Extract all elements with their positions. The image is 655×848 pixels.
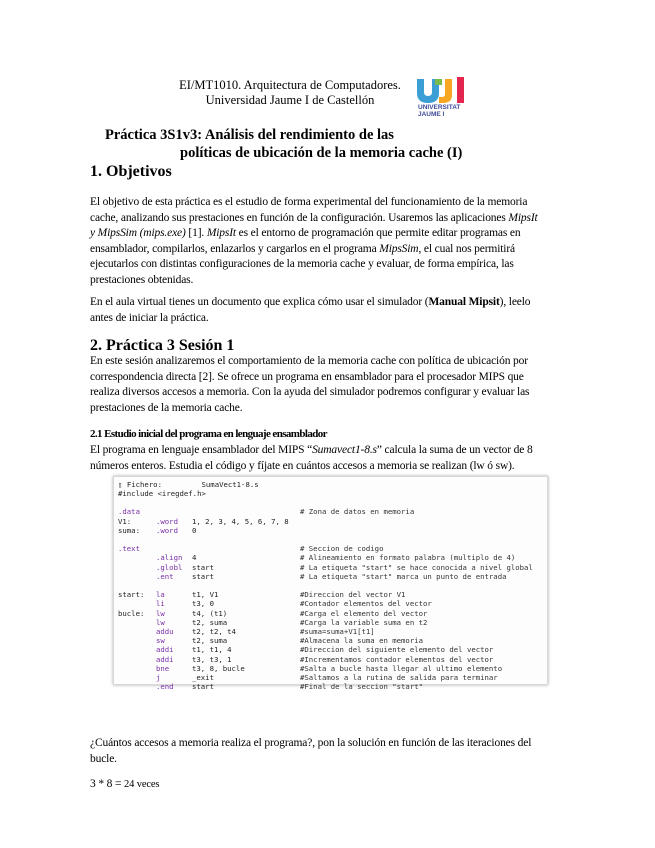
- s2p2-a-text: El programa en lenguaje ensamblador del MIPS “: [90, 444, 313, 456]
- answer: [90, 777, 159, 793]
- code-comment: #Contador elementos del vector: [300, 599, 432, 609]
- code-comment: #Incrementamos contador elementos del vector: [300, 654, 494, 664]
- title-line-1: Práctica 3S1v3: Análisis del rendimiento de las: [105, 127, 394, 143]
- s1p1-d-italic: MipsSim: [379, 242, 419, 255]
- s1p1-c-text-2: es el entorno de programación que permite editar programas en: [235, 227, 521, 239]
- code-op: bne: [156, 663, 170, 673]
- code-comment: # La etiqueta "start" marca un punto de entrada: [300, 571, 507, 581]
- section-1-heading: 1. Objetivos: [90, 163, 172, 180]
- code-op: .word: [156, 525, 178, 535]
- code-comment: #Almacena la suma en memoria: [300, 636, 424, 646]
- s1p2-line-c: antes de iniciar la práctica.: [90, 311, 209, 324]
- code-op: addu: [156, 627, 174, 636]
- question-line-1: ¿Cuántos accesos a memoria realiza el programa?, pon la solución en función de las iteraciones del: [90, 737, 532, 749]
- code-label: .data: [118, 507, 140, 517]
- code-op: .word: [156, 516, 178, 526]
- s1p2-a-text: En el aula virtual tienes un documento que explica cómo usar el simulador (: [90, 296, 429, 308]
- s2p1-line-c: realiza diversos accesos a memoria. Con la ayuda del simulador podremos configurar y evaluar las: [90, 386, 530, 398]
- logo-green-shape: [435, 79, 442, 85]
- logo-text-line-2: JAUME I: [418, 111, 445, 118]
- s1p1-c-italic-2: MipsIt: [206, 227, 236, 239]
- section-2-paragraph-2: [90, 443, 562, 474]
- code-args: t2, suma: [192, 636, 228, 646]
- s1p1-c-text: [1].: [185, 227, 207, 239]
- s2p2-line-a: [90, 443, 562, 459]
- uji-logo-icon: [414, 77, 478, 104]
- code-comment: #Final de la seccion "start": [300, 682, 424, 692]
- code-args: t3, 8, bucle: [192, 663, 245, 673]
- code-comment: # La etiqueta "start" se hace conocida a nivel global: [300, 562, 533, 572]
- code-args: t1, t1, 4: [192, 645, 232, 655]
- s2p2-b-text: ” calcula la suma de un vector de 8: [376, 444, 533, 456]
- s1p2-b-text: ), leelo: [499, 296, 531, 308]
- code-comment: #Direccion del vector V1: [300, 590, 406, 600]
- subsection-2-1-heading: 2.1 Estudio inicial del programa en lenguaje ensamblador: [90, 428, 327, 440]
- code-comment: #Salta a bucle hasta llegar al ultimo elemento: [300, 663, 503, 673]
- header-line-1: EI/MT1010. Arquitectura de Computadores.: [179, 78, 401, 92]
- question-line-2: bucle.: [90, 752, 117, 765]
- s1p1-c-italic: y MipsSim (mips.exe): [90, 227, 186, 239]
- s2p2-line-c: números enteros. Estudia el código y fíjate en cuántos accesos a memoria se realizan (lw ó sw).: [90, 459, 515, 472]
- section-2-heading: 2. Práctica 3 Sesión 1: [90, 337, 235, 354]
- code-comment: #Saltamos a la rutina de salida para terminar: [300, 673, 498, 682]
- s1p1-d-text: ensamblador, compilarlos, enlazarlos y cargarlos en el programa: [90, 242, 380, 255]
- s1p1-line-c: [90, 226, 562, 242]
- title-line-2: políticas de ubicación de la memoria cache (I): [180, 145, 463, 161]
- code-args: _exit: [192, 673, 214, 682]
- s2p1-line-b: correspondencia directa [2]. Se ofrece un programa en ensamblador para el procesador MIPS que: [90, 370, 524, 383]
- code-op: la: [156, 590, 165, 600]
- code-comment: #suma=suma+V1[t1]: [300, 627, 375, 636]
- code-args: t2, t2, t4: [192, 627, 236, 636]
- code-op: lw: [156, 608, 165, 618]
- code-args: start: [192, 571, 214, 581]
- file-label: Fichero:: [126, 480, 162, 489]
- code-comment: # Alineamiento en formato palabra (multiplo de 4): [300, 553, 516, 563]
- code-comment: #Carga la variable suma en t2: [300, 617, 428, 627]
- answer-result: 24 veces: [124, 779, 160, 790]
- code-args: 0: [192, 525, 197, 535]
- header-line-2: Universidad Jaume I de Castellón: [205, 93, 375, 107]
- code-label: .text: [118, 544, 140, 554]
- file-name: SumaVect1-8.s: [201, 480, 259, 489]
- university-logo: [414, 77, 478, 125]
- code-label: #include <iregdef.h>: [118, 489, 206, 498]
- code-op: .end: [156, 682, 174, 692]
- s1p1-b-italic: MipsIt: [508, 211, 538, 224]
- code-args: t3, t3, 1: [192, 654, 232, 664]
- code-op: j: [156, 673, 161, 682]
- code-args: start: [192, 682, 214, 692]
- code-args: start: [192, 562, 214, 572]
- code-listing: [113, 476, 548, 692]
- section-1-paragraph-2: [90, 295, 562, 326]
- code-args: 4: [192, 553, 197, 563]
- code-args: t2, suma: [192, 617, 228, 627]
- code-args: t4, (t1): [192, 608, 228, 618]
- code-comment: #Direccion del siguiente elemento del vector: [300, 645, 494, 655]
- logo-text: [418, 104, 460, 118]
- code-op: addi: [156, 654, 174, 664]
- s2p1-line-a: En este sesión analizaremos el comportamiento de la memoria cache con política de ubicación por: [90, 355, 528, 367]
- code-label: bucle:: [118, 608, 145, 618]
- code-op: sw: [156, 636, 165, 646]
- logo-text-line-1: UNIVERSITAT: [418, 104, 461, 111]
- code-file-header: [118, 480, 259, 489]
- code-args: 1, 2, 3, 4, 5, 6, 7, 8: [192, 516, 289, 526]
- file-icon: ▯: [118, 480, 123, 489]
- s1p1-line-b: [90, 211, 562, 227]
- code-comment: # Zona de datos en memoria: [300, 507, 415, 517]
- code-op: lw: [156, 617, 165, 627]
- question: [90, 736, 562, 767]
- code-comment: # Seccion de codigo: [300, 544, 384, 554]
- code-label: V1:: [118, 516, 132, 526]
- code-label: suma:: [118, 525, 140, 535]
- code-op: .globl: [156, 562, 183, 572]
- code-comment: #Carga el elemento del vector: [300, 608, 428, 618]
- s1p1-b-text: cache, analizando sus prestaciones en función de la configuración. Usaremos las aplicaciones: [90, 211, 509, 224]
- code-args: t3, 0: [192, 599, 214, 609]
- s1p1-line-d: [90, 242, 562, 258]
- s1p1-line-a: El objetivo de esta práctica es el estudio de forma experimental del funcionamiento de la memoria: [90, 196, 528, 208]
- answer-formula: 3 * 8 =: [90, 778, 125, 790]
- s1p1-line-f: prestaciones obtenidas.: [90, 273, 194, 286]
- s1p1-d-text-2: , el cual nos permitirá: [418, 242, 515, 255]
- s1p1-line-e: ejecutarlos con distintas configuraciones de la memoria cache y evaluar, de forma empírica, las: [90, 258, 514, 270]
- code-op: .align: [156, 553, 183, 563]
- s1p2-line-a: [90, 295, 562, 311]
- section-2-paragraph-1: [90, 354, 562, 416]
- code-op: li: [156, 599, 165, 609]
- code-op: .ent: [156, 571, 174, 581]
- code-args: t1, V1: [192, 590, 219, 600]
- sumavect-file-italic: Sumavect1-8.s: [312, 444, 377, 456]
- code-op: addi: [156, 645, 174, 655]
- logo-i-shape: [457, 79, 464, 103]
- manual-mipsit-bold: Manual Mipsit: [428, 296, 500, 308]
- section-1-paragraph-1: [90, 195, 562, 288]
- s2p1-line-d: prestaciones de la memoria cache.: [90, 401, 243, 414]
- code-label: start:: [118, 590, 145, 600]
